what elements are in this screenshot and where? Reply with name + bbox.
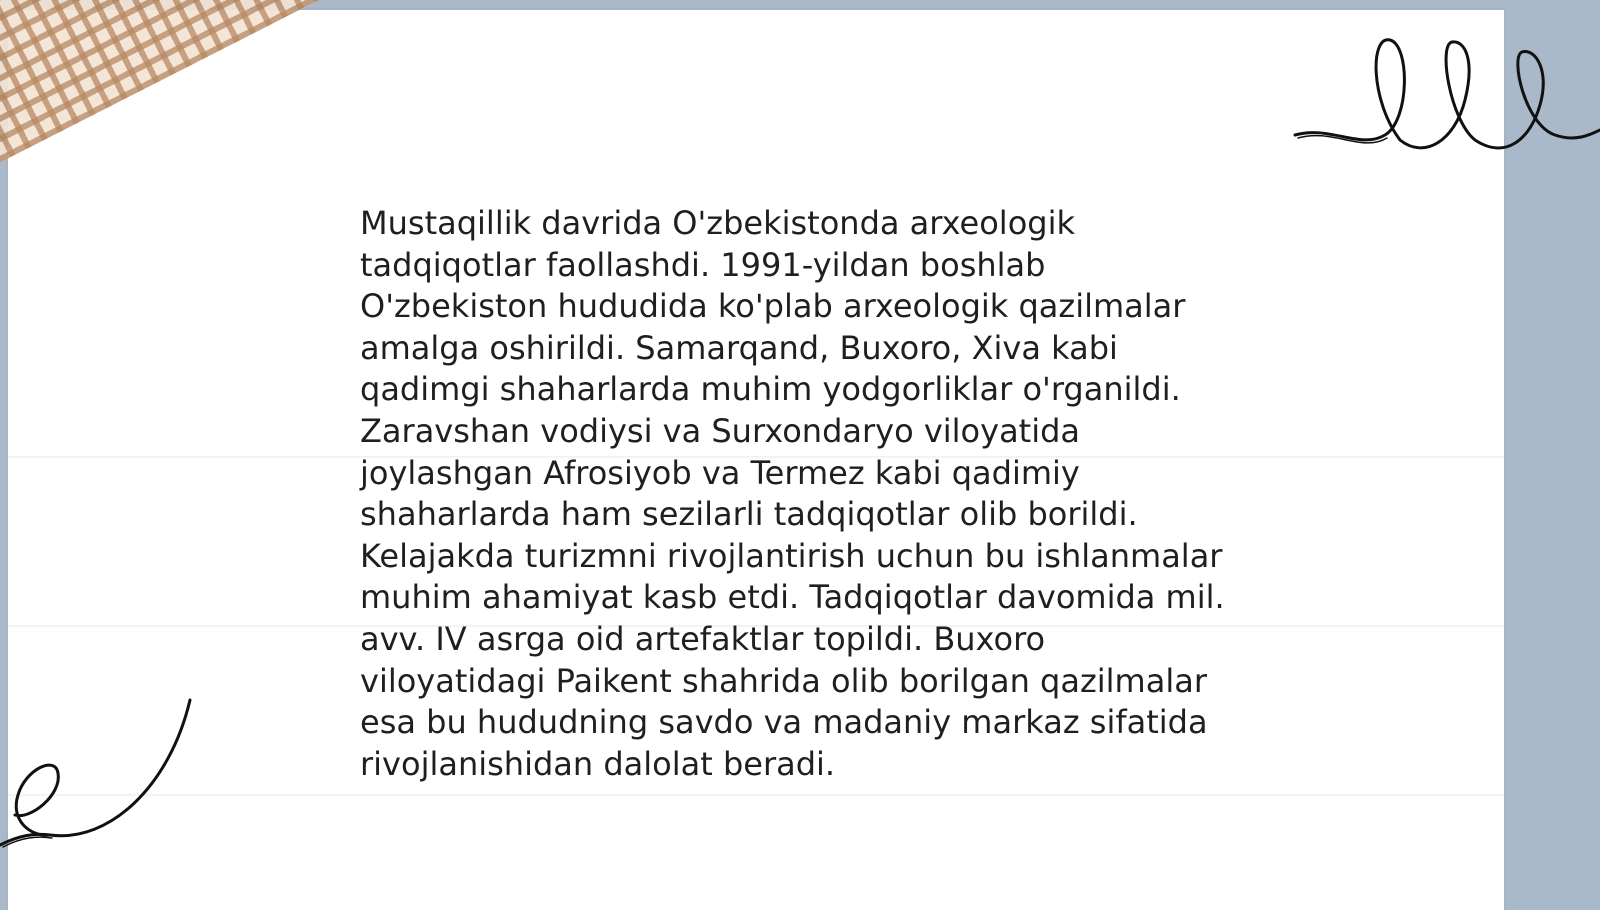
paragraph-line: shaharlarda ham sezilarli tadqiqotlar olib borildi.	[360, 495, 1138, 534]
loop-swirl-icon	[1290, 30, 1600, 160]
paper-fold-line	[8, 794, 1504, 797]
paragraph-line: tadqiqotlar faollashdi. 1991-yildan boshlab	[360, 245, 1046, 284]
paragraph-line: Mustaqillik davrida O'zbekistonda arxeologik	[360, 204, 1075, 242]
body-paragraph	[360, 203, 1260, 785]
paragraph-line: O'zbekiston hududida ko'plab arxeologik qazilmalar	[360, 287, 1186, 326]
paragraph-line: muhim ahamiyat kasb etdi. Tadqiqotlar davomida mil.	[360, 578, 1225, 617]
paragraph-line: Zaravshan vodiysi va Surxondaryo viloyatida	[360, 411, 1081, 450]
paragraph-line: avv. IV asrga oid artefaktlar topildi. Buxoro	[360, 619, 1046, 658]
curl-swirl-icon	[0, 695, 200, 855]
paragraph-line: joylashgan Afrosiyob va Termez kabi qadimiy	[360, 453, 1080, 492]
paragraph-line: Kelajakda turizmni rivojlantirish uchun bu ishlanmalar	[360, 536, 1223, 575]
paragraph-line: qadimgi shaharlarda muhim yodgorliklar o'rganildi.	[360, 370, 1181, 409]
paragraph-line: viloyatidagi Paikent shahrida olib borilgan qazilmalar	[360, 661, 1207, 700]
paragraph-line: rivojlanishidan dalolat beradi.	[360, 744, 836, 783]
paragraph-line: amalga oshirildi. Samarqand, Buxoro, Xiva kabi	[360, 328, 1118, 367]
paragraph-line: esa bu hududning savdo va madaniy markaz sifatida	[360, 703, 1208, 742]
